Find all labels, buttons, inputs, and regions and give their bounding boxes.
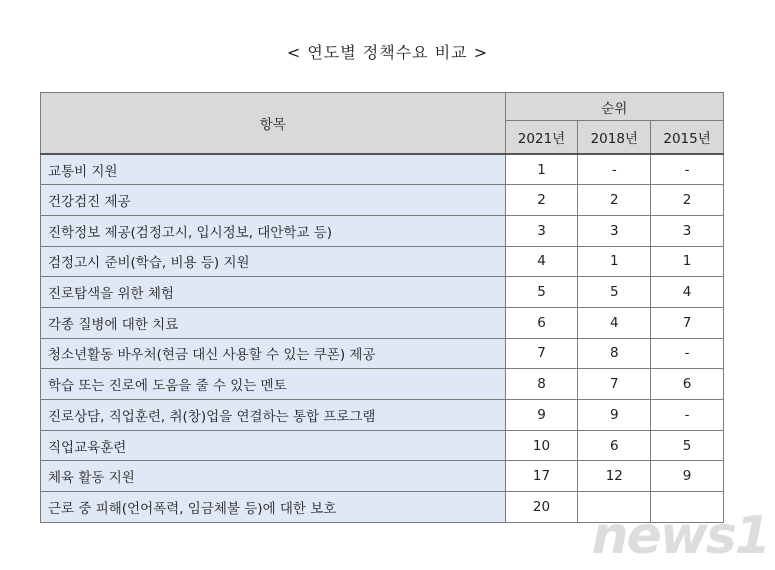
rank-2021: 8 [505,369,578,400]
rank-2018: 8 [578,338,651,369]
rank-2021: 3 [505,215,578,246]
table-row [41,430,724,461]
row-item: 진학정보 제공(검정고시, 입시정보, 대안학교 등) [41,215,506,246]
rank-2018: 4 [578,307,651,338]
rank-2021: 20 [505,492,578,523]
policy-demand-table [40,92,724,523]
table-row [41,369,724,400]
rank-2021: 17 [505,461,578,492]
row-item: 근로 중 피해(언어폭력, 임금체불 등)에 대한 보호 [41,492,506,523]
rank-2018: - [578,154,651,185]
rank-2021: 2 [505,185,578,216]
rank-2018: 2 [578,185,651,216]
table-row [41,215,724,246]
row-item: 진로상담, 직업훈련, 취(창)업을 연결하는 통합 프로그램 [41,400,506,431]
header-year-2018: 2018년 [578,121,651,154]
rank-2021: 9 [505,400,578,431]
table-row [41,400,724,431]
rank-2018: 5 [578,277,651,308]
row-item: 진로탐색을 위한 체험 [41,277,506,308]
row-item: 교통비 지원 [41,154,506,185]
table-row [41,461,724,492]
rank-2015: 4 [651,277,724,308]
table-row [41,154,724,185]
rank-2015: 2 [651,185,724,216]
table-row [41,277,724,308]
rank-2015: - [651,400,724,431]
rank-2015: 9 [651,461,724,492]
rank-2018: 1 [578,246,651,277]
row-item: 학습 또는 진로에 도움을 줄 수 있는 멘토 [41,369,506,400]
rank-2021: 10 [505,430,578,461]
rank-2021: 4 [505,246,578,277]
rank-2015: 3 [651,215,724,246]
row-item: 직업교육훈련 [41,430,506,461]
rank-2018: 3 [578,215,651,246]
row-item: 청소년활동 바우처(현금 대신 사용할 수 있는 쿠폰) 제공 [41,338,506,369]
rank-2015: - [651,338,724,369]
news1-watermark-logo: news1 [591,506,769,566]
page-title: < 연도별 정책수요 비교 > [286,43,489,62]
table-row [41,185,724,216]
row-item: 검정고시 준비(학습, 비용 등) 지원 [41,246,506,277]
rank-2021: 6 [505,307,578,338]
rank-2015: - [651,154,724,185]
rank-2021: 7 [505,338,578,369]
row-item: 건강검진 제공 [41,185,506,216]
rank-2021: 5 [505,277,578,308]
row-item: 각종 질병에 대한 치료 [41,307,506,338]
rank-2018: 7 [578,369,651,400]
rank-2018: 9 [578,400,651,431]
header-rank: 순위 [505,93,723,121]
rank-2018: 12 [578,461,651,492]
rank-2018: 6 [578,430,651,461]
header-year-2021: 2021년 [505,121,578,154]
rank-2015: 1 [651,246,724,277]
header-year-2015: 2015년 [651,121,724,154]
rank-2015: 5 [651,430,724,461]
table-row [41,307,724,338]
table-row [41,246,724,277]
rank-2021: 1 [505,154,578,185]
rank-2015: 6 [651,369,724,400]
header-item: 항목 [41,93,506,155]
rank-2015: 7 [651,307,724,338]
row-item: 체육 활동 지원 [41,461,506,492]
table-row [41,338,724,369]
